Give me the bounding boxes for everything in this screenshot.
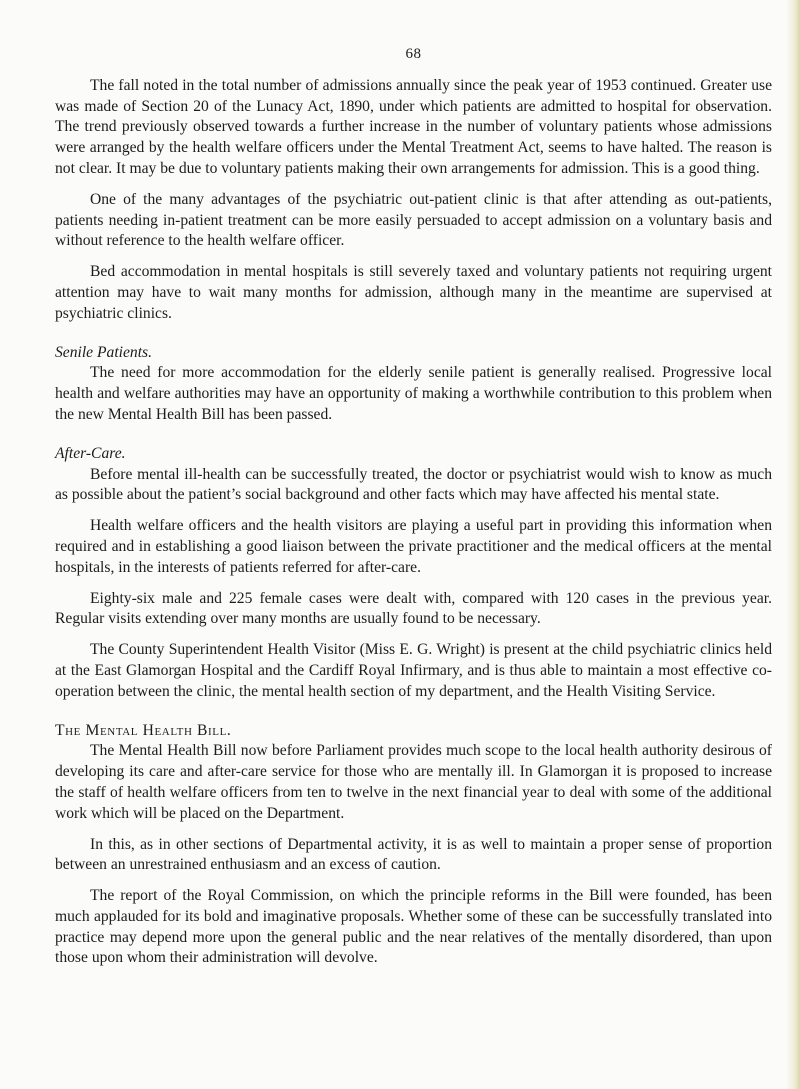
paragraph-bill-royal-commission: The report of the Royal Commission, on which the principle reforms in the Bill were founded, has been much applauded for its bold and imaginative proposals. Whether some of these can be successfully translated into practice may depend more upon the general public and the near relatives of the mentally disordered, than upon those upon whom their administration will devolve. xyxy=(55,887,772,967)
heading-mental-health-bill: The Mental Health Bill. xyxy=(55,721,232,739)
paragraph-bill-scope: The Mental Health Bill now before Parliament provides much scope to the local health authority desirous of developing its care and after-care service for those who are mentally ill. In Glamorgan it is proposed to increase the staff of health welfare officers from ten to twelve in the next financial year to deal with some of the additional work which will be placed on the Department. xyxy=(55,742,772,822)
paragraph-aftercare-background: Before mental ill-health can be successfully treated, the doctor or psychiatrist would wish to know as much as possible about the patient’s social background and other facts which may have affected his mental state. xyxy=(55,465,772,504)
document-body xyxy=(55,44,772,979)
paragraph-aftercare-health-visitor: The County Superintendent Health Visitor (Miss E. G. Wright) is present at the child psychiatric clinics held at the East Glamorgan Hospital and the Cardiff Royal Infirmary, and is thus able to maintain a most effective co-operation between the clinic, the mental health section of my department, and the Health Visiting Service. xyxy=(55,641,772,700)
heading-after-care: After-Care. xyxy=(55,444,126,462)
paragraph-outpatient-clinic: One of the many advantages of the psychiatric out-patient clinic is that after attending as out-patients, patients needing in-patient treatment can be more easily persuaded to accept admission on a voluntary basis and without reference to the health welfare officer. xyxy=(55,190,772,250)
page-edge-shading xyxy=(786,0,800,1089)
paragraph-bill-proportion: In this, as in other sections of Departmental activity, it is as well to maintain a proper sense of proportion between an unrestrained enthusiasm and an excess of caution. xyxy=(55,835,772,874)
paragraph-aftercare-cases: Eighty-six male and 225 female cases were dealt with, compared with 120 cases in the previous year. Regular visits extending over many months are usually found to be necessary. xyxy=(55,589,772,628)
paragraph-bed-accommodation: Bed accommodation in mental hospitals is still severely taxed and voluntary patients not requiring urgent attention may have to wait many months for admission, although many in the meantime are supervised at psychiatric clinics. xyxy=(55,263,772,322)
page-number: 68 xyxy=(405,46,422,62)
paragraph-aftercare-welfare-officers: Health welfare officers and the health visitors are playing a useful part in providing this information when required and in establishing a good liaison between the private practitioner and the medical officers at the mental hospitals, in the interests of patients referred for after-care. xyxy=(55,517,772,576)
paragraph-admissions: The fall noted in the total number of admissions annually since the peak year of 1953 continued. Greater use was made of Section 20 of the Lunacy Act, 1890, under which patients are admitted to hospital for observation. The trend previously observed towards a further increase in the number of voluntary patients whose admissions were arranged by the health welfare officers under the Mental Treatment Act, seems to have halted. The reason is not clear. It may be due to voluntary patients making their own arrangements for admission. This is a good thing. xyxy=(55,76,772,177)
heading-senile-patients: Senile Patients. xyxy=(55,343,153,361)
paragraph-senile-patients: The need for more accommodation for the elderly senile patient is generally realised. Progressive local health and welfare authorities may have an opportunity of making a worthwhile contribution to this problem when the new Mental Health Bill has been passed. xyxy=(55,364,772,423)
